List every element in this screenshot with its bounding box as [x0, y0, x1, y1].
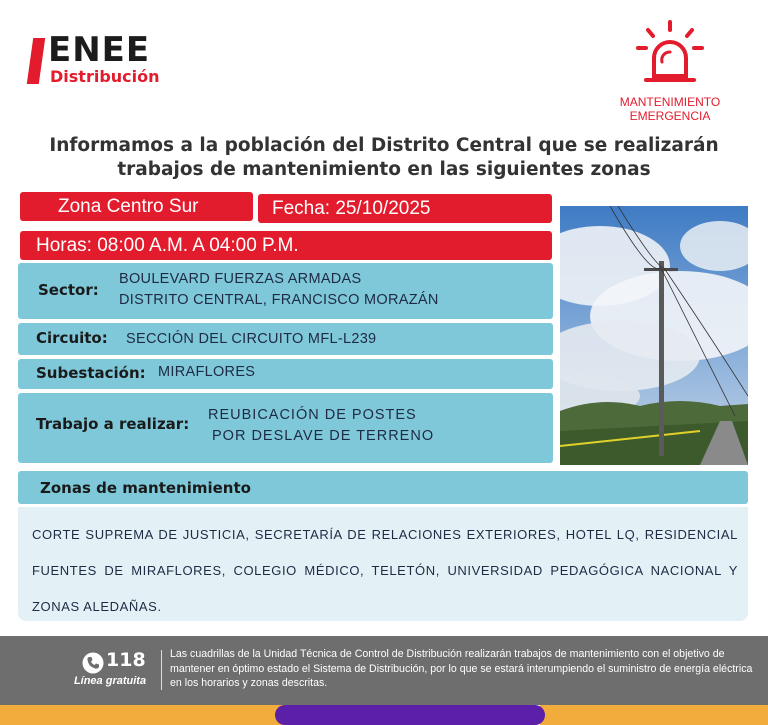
zones-panel	[18, 507, 748, 621]
logo-sub-text: Distribución	[50, 67, 160, 86]
headline-line-1: Informamos a la población del Distrito Central que se realizarán	[49, 135, 719, 156]
circuit-value: SECCIÓN DEL CIRCUITO MFL-L239	[126, 331, 377, 347]
substation-label: Subestación:	[36, 364, 146, 382]
work-panel	[18, 393, 553, 463]
logo-main-text: ENEE	[48, 30, 151, 70]
sector-panel	[18, 263, 553, 319]
strip-yellow-right	[540, 705, 768, 725]
sector-label: Sector:	[38, 281, 99, 299]
page-title	[10, 134, 758, 182]
maintenance-emergency-badge	[595, 95, 745, 123]
zones-header	[18, 471, 748, 504]
badge-line-1: MANTENIMIENTO	[619, 95, 721, 109]
footer-notice: Las cuadrillas de la Unidad Técnica de Control de Distribución realizarán trabajos de mantenimiento con el objetivo de mantener en óptimo estado el Sistema de Distribución, por lo que se estará interumpiendo el suministro de energía eléctrica en los horarios y zonas descritas.	[170, 648, 753, 689]
sector-value	[119, 269, 439, 311]
logo-accent-bar	[27, 38, 45, 84]
phone-icon	[82, 652, 104, 674]
date-label: Fecha: 25/10/2025	[258, 194, 552, 223]
headline-line-2: trabajos de mantenimiento en las siguientes zonas	[117, 159, 651, 180]
circuit-panel	[18, 323, 553, 355]
enee-logo	[30, 30, 190, 90]
zone-label: Zona Centro Sur	[20, 192, 253, 221]
sector-line-1: BOULEVARD FUERZAS ARMADAS	[119, 271, 362, 287]
work-line-1: REUBICACIÓN DE POSTES	[208, 407, 417, 423]
work-label: Trabajo a realizar:	[36, 415, 190, 433]
zones-list-text: CORTE SUPREMA DE JUSTICIA, SECRETARÍA DE RELACIONES EXTERIORES, HOTEL LQ, RESIDENCIAL FUENTES DE MIRAFLORES, COLEGIO MÉDICO, TELETÓN, UNIVERSIDAD PEDAGÓGICA NACIONAL Y ZONAS ALEDAÑAS.	[32, 527, 738, 614]
phone-number: 118	[106, 649, 146, 671]
work-value	[208, 405, 434, 447]
sector-line-2: DISTRITO CENTRAL, FRANCISCO MORAZÁN	[119, 292, 439, 308]
utility-pole-photo	[560, 206, 748, 465]
hours-label: Horas: 08:00 A.M. A 04:00 P.M.	[20, 231, 552, 260]
substation-panel	[18, 359, 553, 389]
strip-purple	[275, 705, 545, 725]
phone-label: Línea gratuita	[73, 675, 147, 687]
substation-value: MIRAFLORES	[158, 364, 256, 380]
footer-divider	[161, 650, 162, 690]
strip-yellow-left	[0, 705, 290, 725]
badge-line-2: EMERGENCIA	[629, 109, 711, 123]
work-line-2: POR DESLAVE DE TERRENO	[212, 428, 435, 444]
circuit-label: Circuito:	[36, 329, 108, 347]
zones-title: Zonas de mantenimiento	[40, 479, 251, 497]
siren-icon	[634, 18, 706, 90]
